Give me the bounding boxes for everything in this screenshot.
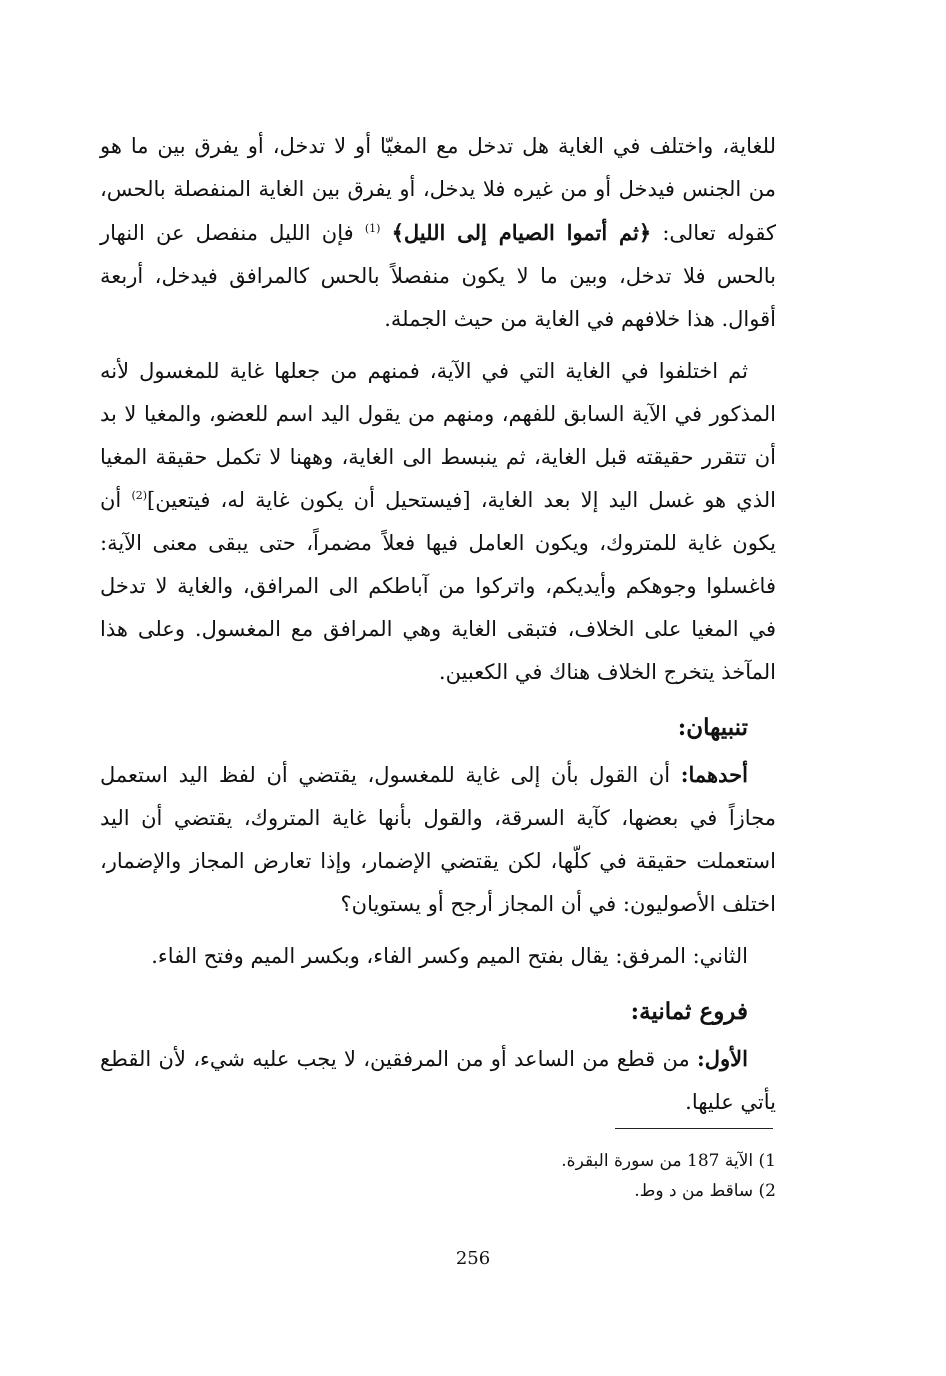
paragraph-1 — [100, 125, 776, 341]
paragraph-2 — [100, 350, 776, 694]
main-text — [100, 125, 776, 1124]
paragraph-5-text: من قطع من الساعد أو من المرفقين، لا يجب عليه شيء، لأن القطع يأتي عليها. — [100, 1047, 776, 1114]
paragraph-2-text-a: ثم اختلفوا في الغاية التي في الآية، فمنهم من جعلها غاية للمغسول لأنه المذكور في الآية السابق للفهم، ومنهم من يقول اليد اسم للعضو، والمغيا لا بد أن تتقرر حقيقته قبل الغاية، ثم ينبسط الى الغاية، وههنا لا تكمل حقيقة المغيا الذي هو غسل اليد إلا بعد الغاية، [فيستحيل أن يكون غاية له، فيتعين] — [100, 359, 776, 512]
paragraph-5 — [100, 1037, 776, 1124]
footnote-2: 2) ساقط من د وط. — [634, 1181, 776, 1201]
footnote-ref-2: (2) — [131, 489, 148, 502]
paragraph-5-lead: الأول: — [697, 1046, 748, 1071]
paragraph-2-text-b: أن يكون غاية للمتروك، ويكون العامل فيها فعلاً مضمراً، حتى يبقى معنى الآية: فاغسلوا وجوهكم وأيديكم، واتركوا من آباطكم الى المرافق، والغاية لا تدخل في المغيا على الخلاف، فتبقى الغاية وهي المرافق مع المغسول. وعلى هذا المآخذ يتخرج الخلاف هناك في الكعبين. — [100, 488, 776, 684]
paragraph-4: الثاني: المرفق: يقال بفتح الميم وكسر الفاء، وبكسر الميم وفتح الفاء. — [151, 944, 748, 968]
paragraph-3-lead: أحدهما: — [680, 762, 748, 787]
footnote-ref-1: (1) — [364, 222, 381, 235]
heading-furu: فروع ثمانية: — [630, 998, 748, 1025]
paragraph-3 — [100, 753, 776, 926]
heading-tanbihan: تنبيهان: — [677, 714, 748, 741]
paragraph-1-text: للغاية، واختلف في الغاية هل تدخل مع المغيّا أو لا تدخل، أو يفرق بين ما هو من الجنس فيدخل أو من غيره فلا يدخل، أو يفرق بين الغاية المنفصلة بالحس، كقوله تعالى: — [100, 134, 776, 245]
footnote-divider — [615, 1128, 773, 1129]
page-number: 256 — [455, 1248, 491, 1269]
paragraph-1-rest: فإن الليل منفصل عن النهار بالحس فلا تدخل، وبين ما لا يكون منفصلاً بالحس كالمرافق فيدخل، أربعة أقوال. هذا خلافهم في الغاية من حيث الجملة. — [100, 221, 776, 331]
paragraph-3-text: أن القول بأن إلى غاية للمغسول، يقتضي أن لفظ اليد استعمل مجازاً في بعضها، كآية السرقة، والقول بأنها غاية المتروك، يقتضي أن اليد استعملت حقيقة في كلّها، لكن يقتضي الإضمار، وإذا تعارض المجاز والإضمار، اختلف الأصوليون: في أن المجاز أرجح أو يستويان؟ — [100, 763, 776, 916]
footnote-1: 1) الآية 187 من سورة البقرة. — [561, 1151, 776, 1171]
quran-verse: ﴿ثم أتموا الصيام إلى الليل﴾ — [391, 220, 652, 245]
footnotes — [200, 1146, 776, 1206]
